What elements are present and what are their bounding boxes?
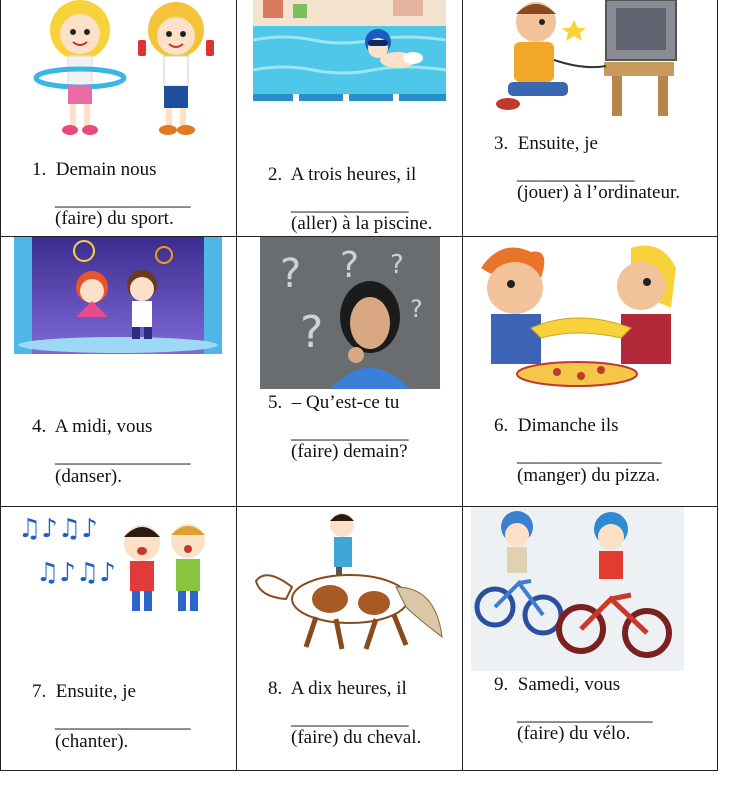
kids-cycling-image bbox=[471, 507, 684, 671]
item-9-ending: (faire) du vélo. bbox=[517, 723, 631, 744]
table-border-right bbox=[717, 0, 718, 771]
item-6-prompt bbox=[494, 415, 619, 437]
table-border-col1 bbox=[236, 0, 237, 771]
item-3-answer-blank[interactable]: _____________ bbox=[517, 163, 634, 184]
item-9-number: 9. bbox=[494, 674, 509, 695]
item-8-number: 8. bbox=[268, 678, 283, 699]
svg-text:?: ? bbox=[300, 307, 324, 358]
item-6-text: Dimanche ils bbox=[517, 415, 619, 436]
item-4-ending: (danser). bbox=[55, 466, 122, 487]
kids-singing-image bbox=[10, 507, 214, 619]
item-2-answer-blank[interactable]: _____________ bbox=[291, 194, 408, 215]
kids-exercising-image bbox=[18, 0, 218, 140]
woman-thinking-image bbox=[260, 237, 440, 389]
item-1-prompt bbox=[32, 159, 157, 181]
item-6-answer-blank[interactable]: ________________ bbox=[517, 445, 661, 466]
table-border-col2 bbox=[462, 0, 463, 771]
item-5-number: 5. bbox=[268, 392, 283, 413]
item-3-text: Ensuite, je bbox=[517, 133, 598, 154]
item-5-answer-blank[interactable]: _____________ bbox=[291, 422, 408, 443]
item-4-text: A midi, vous bbox=[54, 416, 153, 437]
svg-text:?: ? bbox=[280, 251, 302, 297]
item-8-ending: (faire) du cheval. bbox=[291, 727, 422, 748]
item-2-ending: (aller) à la piscine. bbox=[291, 213, 433, 234]
svg-text:?: ? bbox=[390, 250, 404, 280]
item-1-answer-blank[interactable]: _______________ bbox=[55, 189, 190, 210]
item-7-prompt bbox=[32, 681, 136, 703]
item-9-text: Samedi, vous bbox=[517, 674, 621, 695]
svg-text:?: ? bbox=[340, 245, 360, 286]
item-2-text: A trois heures, il bbox=[290, 164, 417, 185]
item-7-text: Ensuite, je bbox=[55, 681, 136, 702]
svg-text:?: ? bbox=[410, 295, 423, 323]
item-3-number: 3. bbox=[494, 133, 509, 154]
couple-eating-pizza-image bbox=[471, 238, 684, 389]
item-7-answer-blank[interactable]: _______________ bbox=[55, 711, 190, 732]
item-4-prompt bbox=[32, 416, 152, 438]
boy-playing-computer-image bbox=[494, 0, 690, 125]
boy-swimming-image bbox=[253, 0, 446, 101]
boy-riding-horse-image bbox=[246, 507, 449, 655]
item-1-ending: (faire) du sport. bbox=[55, 208, 174, 229]
item-4-answer-blank[interactable]: _______________ bbox=[55, 446, 190, 467]
item-9-answer-blank[interactable]: _______________ bbox=[517, 704, 652, 725]
kids-dancing-image bbox=[14, 237, 222, 354]
item-7-number: 7. bbox=[32, 681, 47, 702]
item-2-number: 2. bbox=[268, 164, 283, 185]
item-9-prompt bbox=[494, 674, 620, 696]
item-5-text: – Qu’est-ce tu bbox=[291, 392, 400, 413]
item-2-prompt bbox=[268, 164, 416, 186]
item-6-ending: (manger) du pizza. bbox=[517, 465, 660, 486]
table-border-left bbox=[0, 0, 1, 771]
item-3-ending: (jouer) à l’ordinateur. bbox=[517, 182, 681, 203]
table-border-bottom bbox=[0, 770, 718, 771]
item-4-number: 4. bbox=[32, 416, 47, 437]
svg-text:♫♪♫♪: ♫♪♫♪ bbox=[36, 558, 116, 588]
item-5-prompt bbox=[268, 392, 399, 414]
item-7-ending: (chanter). bbox=[55, 731, 129, 752]
svg-text:♫♪♫♪: ♫♪♫♪ bbox=[18, 514, 98, 544]
item-1-number: 1. bbox=[32, 159, 47, 180]
item-3-prompt bbox=[494, 133, 598, 155]
item-8-prompt bbox=[268, 678, 407, 700]
item-6-number: 6. bbox=[494, 415, 509, 436]
item-5-ending: (faire) demain? bbox=[291, 441, 408, 462]
item-8-answer-blank[interactable]: _____________ bbox=[291, 708, 408, 729]
item-8-text: A dix heures, il bbox=[290, 678, 407, 699]
item-1-text: Demain nous bbox=[55, 159, 157, 180]
